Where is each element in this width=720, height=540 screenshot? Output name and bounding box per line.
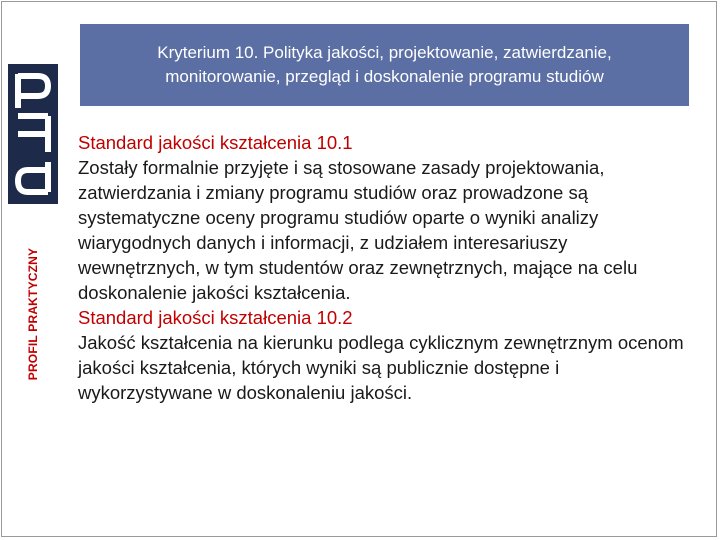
title-line-1: Kryterium 10. Polityka jakości, projektowanie, zatwierdzanie, [157,43,612,62]
title-line-2: monitorowanie, przegląd i doskonalenie programu studiów [165,67,604,86]
content-body [78,130,690,405]
standard-10-2-text: Jakość kształcenia na kierunku podlega cyklicznym zewnętrznym ocenom jakości kształcenia, których wyniki są publicznie dostępne i wykorzystywane w doskonaleniu jakości. [78,332,684,403]
standard-10-1-heading: Standard jakości kształcenia 10.1 [78,132,353,153]
standard-10-2-heading: Standard jakości kształcenia 10.2 [78,307,353,328]
side-label-profile: PROFIL PRAKTYCZNY [26,247,40,381]
title-banner [80,24,689,106]
standard-10-1-text: Zostały formalnie przyjęte i są stosowane zasady projektowania, zatwierdzania i zmiany programu studiów oraz prowadzone są systematyczne oceny programu studiów oparte o wyniki analizy wiarygodnych danych i informacji, z udziałem interesariuszy wewnętrznych, w tym studentów oraz zewnętrznych, mające na celu doskonalenie jakości kształcenia. [78,157,638,303]
pka-logo-icon [8,64,58,204]
page-title [149,41,619,89]
